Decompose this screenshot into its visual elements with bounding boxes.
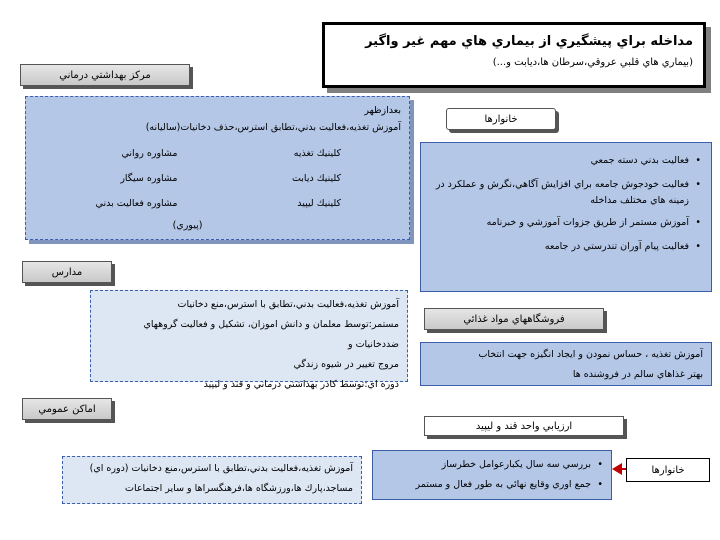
health-center-label: مركز بهداشتي درماني (59, 69, 151, 81)
family-bullet: • فعاليت بدني دسته جمعي (431, 151, 701, 171)
schools-line: آموزش تغذيه،فعاليت بدني،تطابق با استرس،منع دخانيات (177, 299, 399, 310)
clinics-table (34, 141, 401, 216)
food-stores-line: بهتر غذاهاي سالم در فروشنده ها (572, 369, 703, 380)
counsel-name: مشاوره رواني (121, 148, 178, 159)
schools-line: دوره اي:توسط كادر بهداشتي درماني و قند و ليپيد (203, 379, 399, 390)
evaluation-panel (372, 450, 612, 500)
food-stores-line: آموزش تغذيه ، حساس نمودن و ايجاد انگيزه جهت انتخاب (478, 349, 703, 360)
clinic-name: كلينيك ديابت (291, 173, 341, 184)
families-top-tag (446, 108, 556, 130)
clinic-name: كلينيك ليپيد (297, 198, 341, 209)
evaluation-bullet: • جمع اوري وقايع نهائي به طور فعال و مستمر (381, 475, 603, 495)
food-stores-tag (424, 308, 604, 330)
public-places-label: اماكن عمومي (38, 403, 96, 415)
families-top-label: خانوارها (484, 113, 518, 125)
families-bottom-label: خانوارها (651, 464, 685, 476)
families-bottom-tag (626, 458, 710, 482)
counsel-name: مشاوره سيگار (120, 173, 178, 184)
schools-label: مدارس (51, 266, 83, 278)
evaluation-tag (424, 416, 624, 436)
schools-panel (90, 290, 408, 390)
clinic-name: كلينيك تغذيه (293, 148, 341, 159)
food-stores-label: فروشگاههاي مواد غذائي (463, 313, 565, 325)
public-places-panel (62, 456, 362, 504)
clinic-row (34, 166, 401, 191)
food-stores-panel (420, 342, 712, 386)
family-bullet: • آموزش مستمر از طريق جزوات آموزشي و خبرنامه (431, 213, 701, 233)
clinic-row (34, 141, 401, 166)
health-center-note: (پيوري) (172, 220, 203, 231)
schools-tag (22, 261, 112, 283)
diagram-title: مداخله براي پيشگيري از بيماري هاي مهم غير واگير (365, 34, 693, 49)
public-places-line: آموزش تغذيه،فعاليت بدني،تطابق با استرس،منع دخانيات (دوره اي) (89, 463, 353, 474)
counsel-name: مشاوره فعاليت بدني (95, 198, 178, 209)
evaluation-label: ارزيابي واحد قند و ليپيد (475, 420, 573, 432)
health-center-panel (25, 96, 410, 240)
public-places-line: مساجد،پارك ها،ورزشگاه ها،فرهنگسراها و ساير اجتماعات (125, 483, 353, 494)
diagram-subtitle: (بيماري هاي قلبي عروقي،سرطان ها،ديابت و...) (492, 57, 693, 68)
health-center-line: آموزش تغذيه،فعاليت بدني،تطابق استرس،حذف دخانيات(ساليانه) (145, 122, 401, 133)
schools-line: مستمر:توسط معلمان و دانش اموزان، تشكيل و فعاليت گروههاي ضددخانيات و (143, 319, 399, 350)
family-bullet: • فعاليت خودجوش جامعه براي افزايش آگاهي،نگرش و عملكرد در زمينه هاي مختلف مداخله (431, 177, 701, 209)
schools-line: مروج تغيير در شيوه زندگي (293, 359, 399, 370)
public-places-tag (22, 398, 112, 420)
health-center-tag (20, 64, 190, 86)
evaluation-bullet: • بررسي سه سال يكبارعوامل خطرساز (381, 455, 603, 475)
families-top-panel (420, 142, 712, 292)
health-center-line: بعدازظهر (364, 105, 401, 116)
clinic-row (34, 191, 401, 216)
title-box (322, 22, 706, 88)
family-bullet: • فعاليت پيام آوران تندرستي در جامعه (431, 237, 701, 257)
